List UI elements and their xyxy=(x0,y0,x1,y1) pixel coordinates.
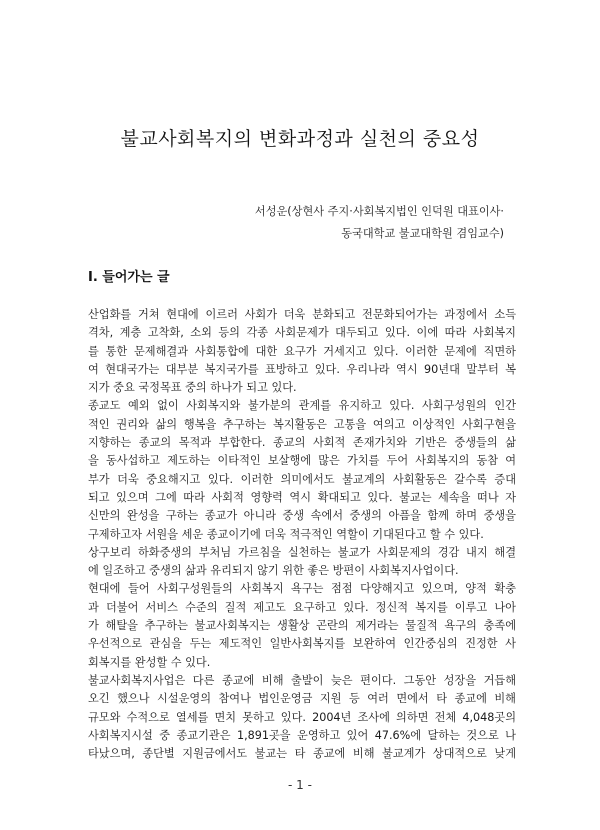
author-line: 동국대학교 불교대학원 겸임교수) xyxy=(341,227,504,240)
body-line: 과 더불어 서비스 수준의 질적 제고도 요구하고 있다. 정신적 복지를 이루고 나아 xyxy=(88,600,516,614)
page-number: - 1 - xyxy=(288,778,312,792)
body-line: 산업화를 거쳐 현대에 이르러 사회가 더욱 분화되고 전문화되어가는 과정에서 소득 xyxy=(88,308,516,321)
body-line: 불교사회복지사업은 다른 종교에 비해 출발이 늦은 편이다. 그동안 성장을 거듭해 xyxy=(88,673,516,687)
body-line: 가 해탈을 추구하는 불교사회복지는 생활상 곤란의 제거라는 물질적 욕구의 충족에 xyxy=(88,619,516,633)
body-line: 타났으며, 종단별 지원금에서도 불교는 타 종교에 비해 불교계가 상대적으로 낮게 xyxy=(88,747,516,761)
body-line: 에 일조하고 중생의 삶과 유리되지 않기 위한 좋은 방편이 사회복지사업이다. xyxy=(88,564,459,578)
body-text xyxy=(88,306,516,763)
section-heading: I. 들어가는 글 xyxy=(88,270,170,285)
body-line: 부가 더욱 중요해지고 있다. 이러한 의미에서도 불교계의 사회활동은 갈수록 증대 xyxy=(88,472,516,486)
body-line: 을 동사섭하고 제도하는 이타적인 보살행에 많은 가치를 두어 사회복지의 동참 여 xyxy=(88,454,516,468)
body-line: 현대에 들어 사회구성원들의 사회복지 욕구는 점점 다양해지고 있으며, 양적 확충 xyxy=(88,582,516,596)
body-line: 지향하는 종교의 목적과 부합한다. 종교의 사회적 존재가치와 기반은 중생들의 삶 xyxy=(88,436,516,450)
body-line: 되고 있으며 그에 따라 사회적 영향력 역시 확대되고 있다. 불교는 세속을 떠나 자 xyxy=(88,490,516,504)
body-line: 우선적으로 관심을 두는 제도적인 일반사회복지를 보완하여 인간중심의 진정한 사 xyxy=(88,637,516,651)
body-line: 규모와 수적으로 열세를 면치 못하고 있다. 2004년 조사에 의하면 전체 4,048곳의 xyxy=(88,710,516,724)
body-line: 종교도 예외 없이 사회복지와 불가분의 관계를 유지하고 있다. 사회구성원의 인간 xyxy=(88,399,516,413)
body-line: 적인 권리와 삶의 행복을 추구하는 복지활동은 고통을 여의고 이상적인 사회구현을 xyxy=(88,417,516,431)
body-line: 구제하고자 서원을 세운 종교이기에 더욱 적극적인 역할이 기대된다고 할 수 있다. xyxy=(88,527,484,541)
body-line: 회복지를 완성할 수 있다. xyxy=(88,655,211,669)
body-line: 격차, 계층 고착화, 소외 등의 각종 사회문제가 대두되고 있다. 이에 따라 사회복지 xyxy=(88,326,516,340)
body-line: 신만의 완성을 구하는 종교가 아니라 중생 속에서 중생의 아픔을 함께 하며 중생을 xyxy=(88,509,516,523)
author-line: 서성운(상현사 주지·사회복지법인 인덕원 대표이사· xyxy=(254,205,504,218)
body-line: 여 현대국가는 대부분 복지국가를 표방하고 있다. 우리나라 역시 90년대 말부터 복 xyxy=(88,362,516,376)
document-title: 불교사회복지의 변화과정과 실천의 중요성 xyxy=(120,128,480,150)
body-line: 를 통한 문제해결과 사회통합에 대한 요구가 거세지고 있다. 이러한 문제에 직면하 xyxy=(88,344,516,358)
body-line: 사회복지시설 중 종교기관은 1,891곳을 운영하고 있어 47.6%에 달하는 것으로 나 xyxy=(88,728,516,742)
body-line: 상구보리 하화중생의 부처님 가르침을 실천하는 불교가 사회문제의 경감 내지 해결 xyxy=(88,545,516,559)
author-info xyxy=(84,201,504,245)
body-line: 오긴 했으나 시설운영의 참여나 법인운영금 지원 등 여러 면에서 타 종교에 비해 xyxy=(88,692,516,706)
body-line: 지가 중요 국정목표 중의 하나가 되고 있다. xyxy=(88,381,297,395)
